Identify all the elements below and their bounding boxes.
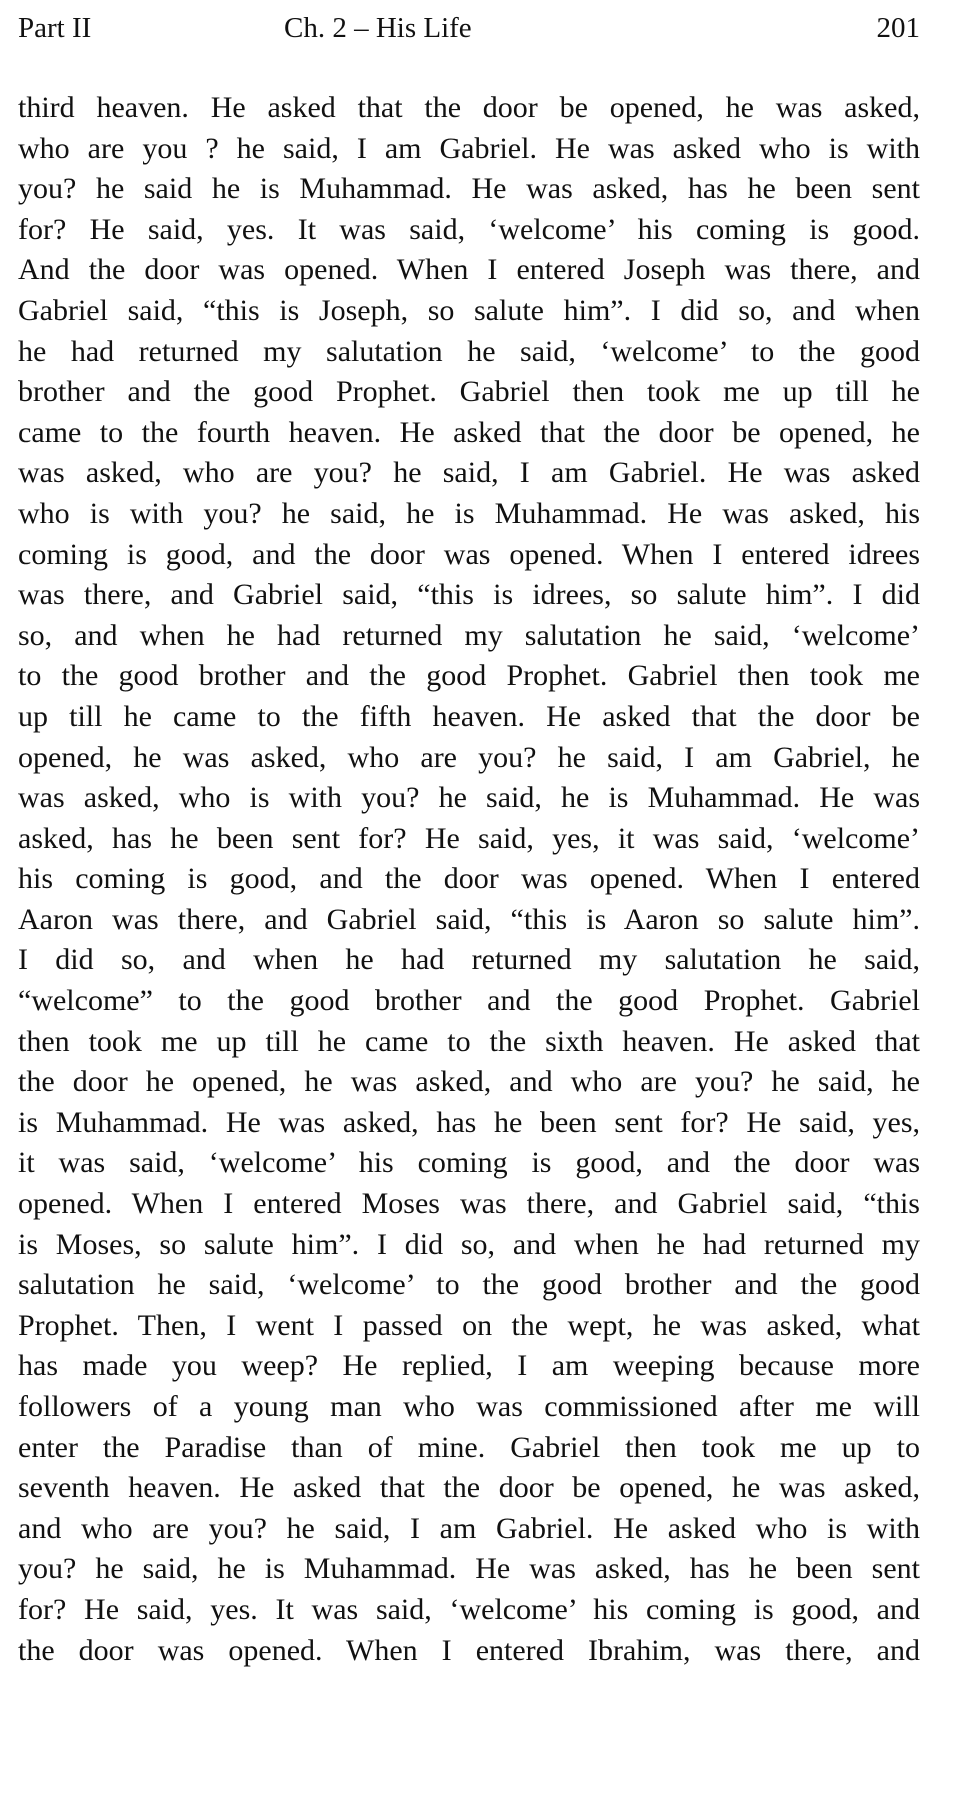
text-line: was there, and Gabriel said, “this is idrees, so salute him”. I did [18,578,920,612]
text-line: who are you ? he said, I am Gabriel. He was asked who is with [18,131,920,165]
text-line: the door was opened. When I entered Ibrahim, was there, and [18,1633,920,1667]
text-line: third heaven. He asked that the door be opened, he was asked, [18,91,920,124]
text-line: Prophet. Then, I went I passed on the wept, he was asked, what [18,1308,920,1342]
body-paragraph [18,88,920,1671]
page-number: 201 [876,12,920,44]
text-line: enter the Paradise than of mine. Gabriel then took me up to [18,1430,920,1464]
text-line: brother and the good Prophet. Gabriel then took me up till he [18,375,920,409]
text-line: And the door was opened. When I entered Joseph was there, and [18,253,920,287]
text-line: opened. When I entered Moses was there, and Gabriel said, “this [18,1187,920,1221]
text-line: he had returned my salutation he said, ‘welcome’ to the good [18,334,920,368]
part-label: Part II [18,12,92,44]
text-line: you? he said he is Muhammad. He was asked, has he been sent [18,172,920,206]
text-line: for? He said, yes. It was said, ‘welcome’ his coming is good, and [18,1592,920,1626]
text-line: up till he came to the fifth heaven. He asked that the door be [18,699,920,733]
text-line: it was said, ‘welcome’ his coming is good, and the door was [18,1146,920,1180]
text-line: who is with you? he said, he is Muhammad. He was asked, his [18,496,920,530]
text-line: followers of a young man who was commissioned after me will [18,1390,920,1423]
running-header [18,8,920,48]
text-line: so, and when he had returned my salutation he said, ‘welcome’ [18,618,920,652]
text-line: came to the fourth heaven. He asked that the door be opened, he [18,415,920,449]
text-line: was asked, who are you? he said, I am Gabriel. He was asked [18,456,920,490]
text-line: Gabriel said, “this is Joseph, so salute him”. I did so, and when [18,293,920,327]
text-line: and who are you? he said, I am Gabriel. He asked who is with [18,1511,920,1545]
chapter-title: Ch. 2 – His Life [284,12,472,44]
text-line: is Moses, so salute him”. I did so, and when he had returned my [18,1227,920,1261]
text-line: salutation he said, ‘welcome’ to the good brother and the good [18,1268,920,1302]
text-line: his coming is good, and the door was opened. When I entered [18,862,920,896]
text-line: I did so, and when he had returned my salutation he said, [18,943,920,977]
text-line: is Muhammad. He was asked, has he been sent for? He said, yes, [18,1105,920,1139]
text-line: asked, has he been sent for? He said, yes, it was said, ‘welcome’ [18,821,920,855]
text-line: seventh heaven. He asked that the door be opened, he was asked, [18,1471,920,1505]
text-line: then took me up till he came to the sixth heaven. He asked that [18,1024,920,1058]
text-line: you? he said, he is Muhammad. He was asked, has he been sent [18,1552,920,1586]
text-line: “welcome” to the good brother and the good Prophet. Gabriel [18,984,920,1018]
text-line: opened, he was asked, who are you? he said, I am Gabriel, he [18,740,920,774]
text-line: has made you weep? He replied, I am weeping because more [18,1349,920,1383]
text-line: coming is good, and the door was opened. When I entered idrees [18,537,920,571]
text-line: was asked, who is with you? he said, he is Muhammad. He was [18,781,920,815]
text-line: to the good brother and the good Prophet. Gabriel then took me [18,659,920,693]
text-line: the door he opened, he was asked, and who are you? he said, he [18,1065,920,1099]
text-line: for? He said, yes. It was said, ‘welcome’ his coming is good. [18,212,920,246]
text-line: Aaron was there, and Gabriel said, “this is Aaron so salute him”. [18,902,920,936]
